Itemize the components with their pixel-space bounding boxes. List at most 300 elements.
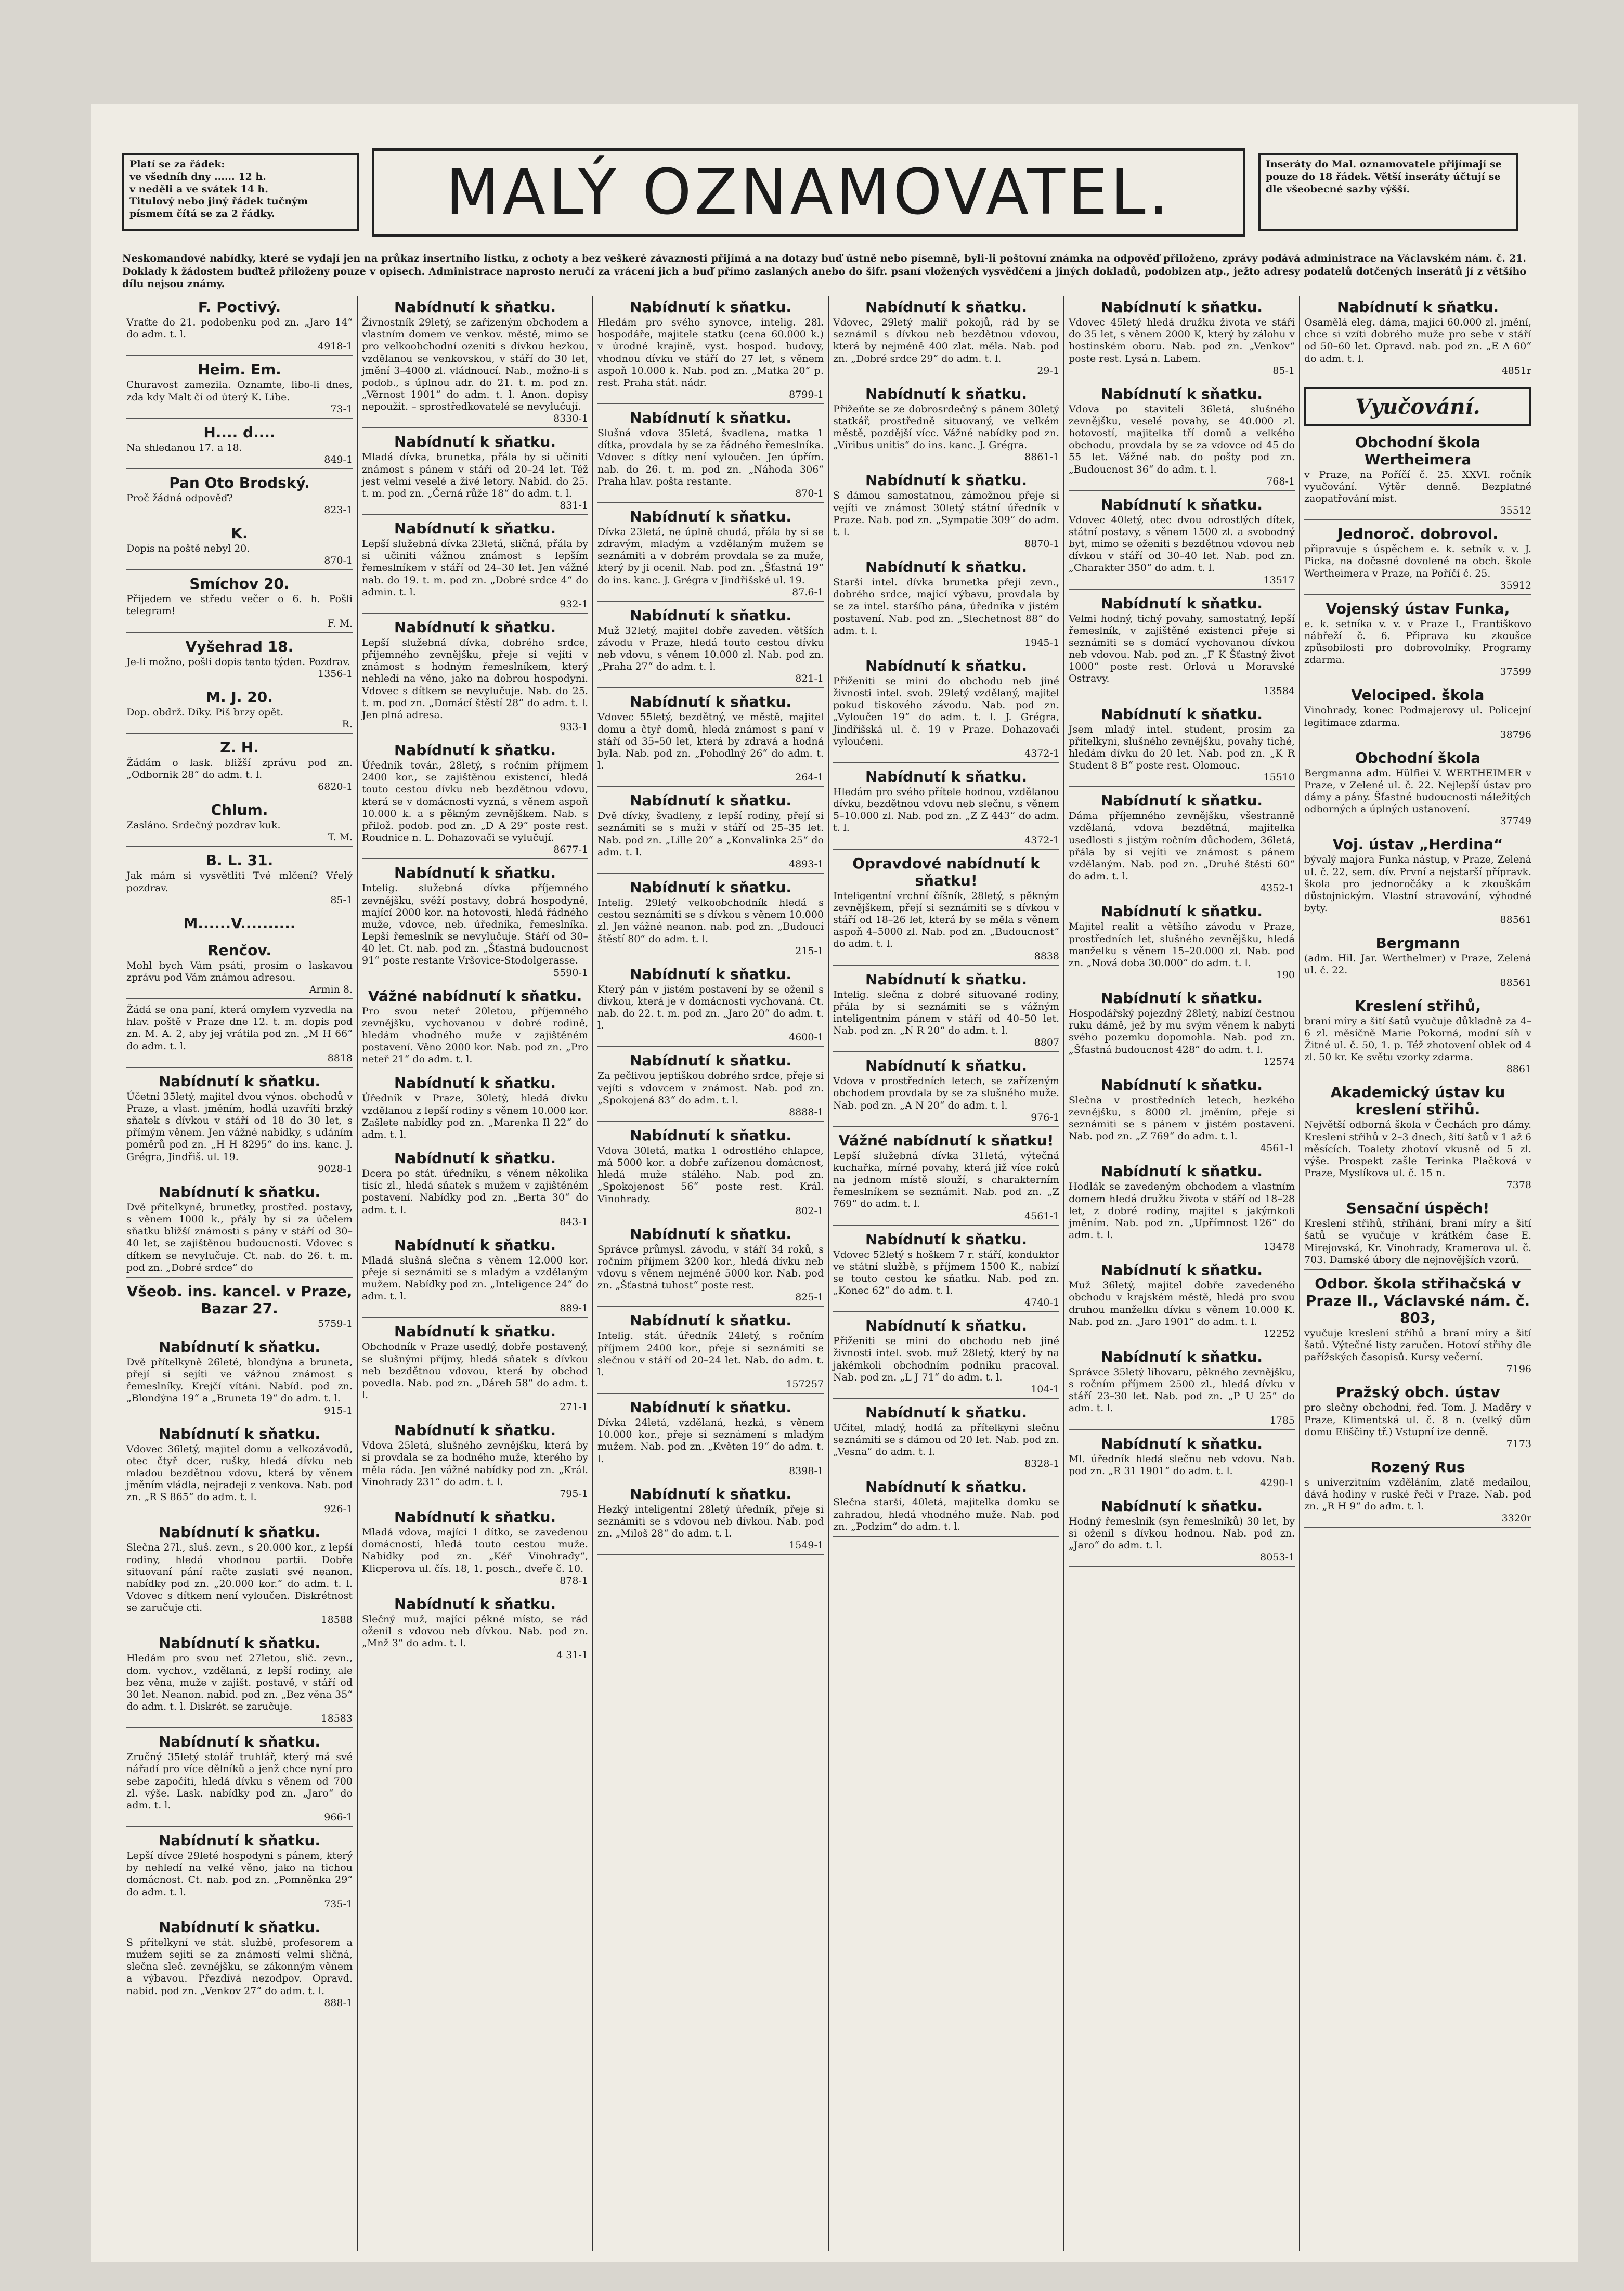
ad-heading: Nabídnutí k sňatku. xyxy=(629,606,792,624)
ad-heading: Opravdové nabídnutí k sňatku! xyxy=(852,854,1040,889)
ad-heading: Nabídnutí k sňatku. xyxy=(394,1595,556,1612)
classified-ad xyxy=(126,1338,353,1420)
classified-ad xyxy=(126,1733,353,1827)
ad-code: 190 xyxy=(1276,969,1295,981)
ad-heading: Nabídnutí k sňatku. xyxy=(394,1074,556,1092)
ad-column xyxy=(829,296,1064,2251)
ad-heading: Nabídnutí k sňatku. xyxy=(629,409,792,427)
ad-heading: Nabídnutí k sňatku. xyxy=(158,1918,321,1936)
ad-body: Lepší služebná dívka 23letá, sličná, přála by si učiniti vážnou známost s lepším řemeslníkem v stáří od 24–30 let. Jen vážné nab. do 19. t. m. pod zn. „Dobré srdce 4“ do admin. t. l. xyxy=(362,538,588,598)
ad-body: Přijedem ve středu večer o 6. h. Pošli telegram! xyxy=(126,593,353,617)
classified-ad xyxy=(362,433,588,515)
ad-code: 8861-1 xyxy=(1024,451,1059,463)
page-title: MALÝ OZNAMOVATEL. xyxy=(372,148,1245,237)
ad-body: bývalý majora Funka nástup, v Praze, Zelená ul. č. 22, sem. dív. První a nejstarší přípravk. škola pro jednoročáky a k zkouškám důstojnickým. Vlastní stravování, výhodné byty. xyxy=(1304,854,1531,914)
ad-code: 8838 xyxy=(1034,950,1059,962)
ad-body: Hodný řemeslník (syn řemeslníků) 30 let, by si oženil s dívkou hodnou. Nab. pod zn. „Jaro“ do adm. t. l. xyxy=(1069,1515,1295,1552)
ad-heading: Nabídnutí k sňatku. xyxy=(629,1399,792,1416)
classified-ad xyxy=(1304,1459,1531,1528)
price-line: v neděli a ve svátek 14 h. xyxy=(129,183,268,195)
classified-ad xyxy=(597,1312,824,1394)
classified-ad xyxy=(362,864,588,982)
ad-code: 13478 xyxy=(1263,1241,1295,1253)
ad-body: Dívka 23letá, ne úplně chudá, přála by si se zdravým, mladým a vzdělaným mužem se seznámiti a v dobrém provdala se za muže, který by ji ocenil. Nab. pod zn. „Šťastná 19“ do ins. kanc. J. Grégra v Jindřišské ul. 19. xyxy=(597,526,824,586)
ad-heading: Nabídnutí k sňatku. xyxy=(1100,990,1263,1007)
ad-heading: Nabídnutí k sňatku. xyxy=(629,965,792,983)
ad-body: Mladá slušná slečna s věnem 12.000 kor. přeje si seznámiti se s mladým a vzdělaným mužem. Nabídky pod zn. „Inteligence 24“ do adm. t. l. xyxy=(362,1254,588,1303)
ad-heading: Nabídnutí k sňatku. xyxy=(629,1052,792,1070)
ad-body: Ml. úředník hledá slečnu neb vdovu. Nab. pod zn. „R 31 1901“ do adm. t. l. xyxy=(1069,1453,1295,1477)
ad-body: Hospodářský pojezdný 28letý, nabízí čestnou ruku dámě, jež by mu svým věnem k nabytí svého pozemku dopomohla. Nab. pod zn. „Šťastná budoucnost 428“ do adm. t. l. xyxy=(1069,1008,1295,1056)
ad-heading: Nabídnutí k sňatku. xyxy=(1100,496,1263,513)
ad-heading: Nabídnutí k sňatku. xyxy=(865,1478,1028,1496)
classified-ad xyxy=(126,298,353,356)
classified-ad xyxy=(1069,1498,1295,1567)
classified-ad xyxy=(1304,1084,1531,1194)
ad-heading: Nabídnutí k sňatku. xyxy=(158,1072,321,1090)
ad-body: Jsem mladý intel. student, prosím za přítelkyni, slušného zevnějšku, povahy tiché, hledám dívku do 20 let. Nab. pod zn. „K R Student 8 B“ poste rest. Olomouc. xyxy=(1069,723,1295,772)
ad-body: Intelig. stát. úředník 24letý, s ročním příjmem 2400 kor., přeje si seznámiti se slečnou v stáří od 20–24 let. Nab. do adm. t. l. xyxy=(597,1330,824,1378)
classified-ad xyxy=(833,1404,1059,1474)
ad-body: Učitel, mladý, hodlá za přítelkyni slečnu seznámiti se s dámou od 20 let. Nab. pod zn. „Vesna“ do adm. t. l. xyxy=(833,1422,1059,1458)
ad-body: Hodlák se zavedeným obchodem a vlastním domem hledá družku života v stáří od 18–28 let, z dobré rodiny, majitel s jakýmkoli jměním. Nab. pod zn. „Upřímnost 126“ do adm. t. l. xyxy=(1069,1181,1295,1241)
price-box xyxy=(122,153,359,231)
ad-code: 1945-1 xyxy=(1024,636,1059,648)
ad-code: 6820-1 xyxy=(318,781,353,793)
ad-body: Obchodník v Praze usedlý, dobře postavený, se slušnými příjmy, hledá sňatek s dívkou neb bezdětnou vdovou, která by obchod povedla. Nab. pod zn. „Dáreh 58“ do adm. t. l. xyxy=(362,1341,588,1401)
ad-body: Správce 35letý lihovaru, pěkného zevnějšku, s ročním příjmem 2500 zl., hledá dívku v stáří 23–30 let. Nab. pod zn. „P U 25“ do adm. t. l. xyxy=(1069,1366,1295,1414)
classified-ad xyxy=(833,855,1059,966)
ad-code: 8330-1 xyxy=(553,413,588,425)
classified-ad xyxy=(833,472,1059,553)
ad-heading: Nabídnutí k sňatku. xyxy=(865,298,1028,316)
ad-code: 926-1 xyxy=(324,1503,353,1515)
classified-ad xyxy=(126,915,353,936)
ad-body: Jak mám si vysvětliti Tvé mlčení? Vřelý pozdrav. xyxy=(126,870,353,894)
ad-code: 5759-1 xyxy=(318,1318,353,1330)
classified-ad xyxy=(597,1052,824,1122)
ad-body: Hezký inteligentní 28letý úředník, přeje si seznámiti se s vdovou neb dívkou. Nab. pod zn. „Miloš 28“ do adm. t. l. xyxy=(597,1503,824,1540)
classified-ad xyxy=(597,607,824,688)
ad-heading: Z. H. xyxy=(220,738,259,756)
ad-heading: Nabídnutí k sňatku. xyxy=(158,1733,321,1751)
ad-body: Dívka 24letá, vzdělaná, hezká, s věnem 10.000 kor., přeje si seznámení s mladým mužem. Nab. pod zn. „Květen 19“ do adm. t. l. xyxy=(597,1417,824,1465)
ad-body: Úředník v Praze, 30letý, hledá dívku vzdělanou z lepší rodiny s věnem 10.000 kor. Zašlete nabídky pod zn. „Marenka Il 22“ do adm. t. l. xyxy=(362,1092,588,1140)
ad-code: 4372-1 xyxy=(1024,834,1059,846)
ad-code: 13584 xyxy=(1263,685,1295,697)
ad-body: Slečna starší, 40letá, majitelka domku se zahradou, hledá vhodného muže. Nab. pod zn. „Podzim“ do adm. t. l. xyxy=(833,1496,1059,1532)
classified-ad xyxy=(1304,298,1531,380)
classified-ad xyxy=(597,508,824,602)
ad-heading: Nabídnutí k sňatku. xyxy=(1100,298,1263,316)
ad-body: Vdovec, 29letý malíř pokojů, rád by se seznámil s dívkou neb bezdětnou vdovou, která by nejméně 400 zlat. měla. Nab. pod zn. „Dobré srdce 29“ do adm. t. l. xyxy=(833,317,1059,365)
classified-ad xyxy=(1069,595,1295,700)
ad-heading: Nabídnutí k sňatku. xyxy=(158,1524,321,1541)
ad-code: 966-1 xyxy=(324,1812,353,1824)
classified-ad xyxy=(1304,525,1531,595)
ad-body: Dop. obdrž. Díky. Piš brzy opět. xyxy=(126,706,284,718)
ad-heading: Vyšehrad 18. xyxy=(185,637,294,655)
ad-heading: B. L. 31. xyxy=(205,852,274,869)
ad-body: Za pečlivou jeptiškou dobrého srdce, přeje si vejíti s vdovcem v známost. Nab. pod zn. „Spokojená 83“ do adm. t. l. xyxy=(597,1070,824,1106)
ad-body: vyučuje kreslení střihů a braní míry a šití šatů. Výtečné listy zaručen. Hotoví střihy dle pařížských časopisů. Kursy večerní. xyxy=(1304,1327,1531,1363)
ad-heading: Nabídnutí k sňatku. xyxy=(865,472,1028,489)
classified-ad xyxy=(126,942,353,999)
newspaper-page xyxy=(91,104,1578,2262)
ad-body: v Praze, na Poříčí č. 25. XXVI. ročník vyučování. Výtěr denně. Bezplatné zaopatřování míst. xyxy=(1304,468,1531,505)
ad-code: 802-1 xyxy=(795,1205,824,1217)
classified-ad xyxy=(1069,298,1295,380)
ad-code: 8818 xyxy=(327,1052,353,1064)
ad-body: Mladá dívka, brunetka, přála by si učiniti známost s pánem v stáří od 20–24 let. Též jest velmi veselé a živé letory. Nabíd. do 25. t. m. pod zn. „Černá růže 18“ do adm. t. l. xyxy=(362,451,588,499)
ad-code: 104-1 xyxy=(1031,1383,1059,1395)
ad-code: 7378 xyxy=(1506,1179,1531,1191)
ad-heading: Akademický ústav ku kreslení střihů. xyxy=(1330,1084,1505,1118)
ad-code: 88561 xyxy=(1500,977,1531,988)
classified-ad xyxy=(362,741,588,859)
classified-ad xyxy=(833,1132,1059,1226)
ad-code: 73-1 xyxy=(330,403,353,415)
ad-body: Živnostník 29letý, se zařízeným obchodem a vlastním domem ve venkov. městě, mimo se pro velkoobchodní ozeniti s dívkou hezkou, vzdělanou se venkovskou, v stáří do 30 let, jmění 3–4000 zl. vládnoucí. Nab., možno-li s podob., s úplnou adr. do 21. t. m. pod zn. „Věrnost 1901“ do adm. t. l. Anon. dopisy nepoužit. – sprostředkovatelé se nevylučují. xyxy=(362,317,588,413)
ad-body: připravuje s úspěchem e. k. setník v. v. J. Picka, na dočasné dovolené na obch. škole Wertheimera v Praze, na Poříčí č. 25. xyxy=(1304,543,1531,579)
ad-code: 7173 xyxy=(1506,1438,1531,1450)
notice-text: Neskomandové nabídky, které se vydají jen na průkaz insertního lístku, z ochoty a bez veškeré závaznosti přijímá a na dotazy buď ústně nebo písemně, byli-li poštovní známka na odpověď přiloženo, zprávy podává administrace na Václavském nám. č. 21. Doklady k žádostem buďtež přiloženy pouze v opisech. Administrace naprosto neručí za vrácení jich a buď přímo zaslaných anebo do šifr. psaní vložených vysvědčení a jiných dokladů, podobizen atp., ježto adresy podatelů dotčených inserátů jí z většího dílu nejsou známy. xyxy=(122,253,1526,290)
ad-code: 843-1 xyxy=(560,1216,588,1228)
ad-heading: Rozený Rus xyxy=(1370,1458,1465,1476)
ad-heading: Všeob. ins. kancel. v Praze, Bazar 27. xyxy=(126,1282,353,1317)
ad-code: 12574 xyxy=(1263,1056,1295,1068)
ad-heading: Nabídnutí k sňatku. xyxy=(865,1317,1028,1335)
classified-ad xyxy=(833,657,1059,763)
classified-ad xyxy=(1069,706,1295,787)
ad-heading: M......V.......... xyxy=(183,914,296,932)
classified-ad xyxy=(126,474,353,519)
ad-body: Vinohrady, konec Podmajerovy ul. Policejní legitimace zdarma. xyxy=(1304,705,1531,728)
classified-ad xyxy=(1069,990,1295,1071)
ad-heading: Vážné nabídnutí k sňatku. xyxy=(368,987,582,1005)
classified-ad xyxy=(1304,1275,1531,1379)
ad-body: Úředník továr., 28letý, s ročním příjmem 2400 kor., se zajištěnou existencí, hledá touto cestou dívku neb bezdětnou vdovu, která se v domácnosti vyzná, s věnem aspoň 10.000 k. a s pěkným zevnějškem. Nab. s přilož. podob. pod zn. „D A 29“ poste rest. Roudnice n. L. Dohazovači se vylučují. xyxy=(362,760,588,844)
ad-heading: Nabídnutí k sňatku. xyxy=(1100,1163,1263,1180)
ad-body: pro slečny obchodní, řed. Tom. J. Maděry v Praze, Klimentská ul. č. 8 n. (velký dům domu Eliščiny tř.) Vstupní ize denně. xyxy=(1304,1402,1531,1438)
ad-heading: Nabídnutí k sňatku. xyxy=(158,1183,321,1201)
ad-code: 35912 xyxy=(1500,579,1531,591)
ad-heading: Nabídnutí k sňatku. xyxy=(1100,594,1263,612)
classified-ad xyxy=(833,1231,1059,1312)
ad-heading: Nabídnutí k sňatku. xyxy=(629,878,792,896)
ad-code: Armin 8. xyxy=(309,984,353,996)
classified-ad xyxy=(597,693,824,787)
classified-ad xyxy=(1069,496,1295,590)
ad-code: 4851r xyxy=(1501,365,1531,376)
ad-heading: Smíchov 20. xyxy=(189,575,290,593)
ad-body: Hledám pro svou neť 27letou, slič. zevn., dom. vychov., vzdělaná, z lepší rodiny, ale bez věna, muže v zajišt. postavě, v stáří od 30 let. Neanon. nabíd. pod zn. „Bez věna 35“ do adm. t. l. Diskrét. se zaručuje. xyxy=(126,1652,353,1713)
ad-heading: H.... d.... xyxy=(203,423,276,441)
classified-ad xyxy=(126,638,353,683)
classified-ad xyxy=(833,1057,1059,1127)
ad-heading: Nabídnutí k sňatku. xyxy=(629,693,792,711)
ad-heading: Nabídnutí k sňatku. xyxy=(394,1422,556,1439)
classified-ad xyxy=(126,1919,353,2012)
ad-body: Na shledanou 17. a 18. xyxy=(126,441,242,453)
ad-body: Mladá vdova, mající 1 dítko, se zavedenou domácností, hledá touto cestou muže. Nabídky pod zn. „Kéř Vinohrady“, Klicperova ul. čís. 18, 1. posch., dveře č. 10. xyxy=(362,1527,588,1574)
ad-heading: Nabídnutí k sňatku. xyxy=(629,1225,792,1243)
ad-heading: Nabídnutí k sňatku. xyxy=(1336,298,1499,316)
ad-body: Zasláno. Srdečný pozdrav kuk. xyxy=(126,819,281,831)
ad-body: Vdova 30letá, matka 1 odrostlého chlapce, má 5000 kor. a dobře zařízenou domácnost, hledá muže stálého. Nab. pod zn. „Spokojenost 56“ poste rest. Král. Vinohrady. xyxy=(597,1144,824,1205)
classified-ad xyxy=(126,424,353,469)
ad-code: 976-1 xyxy=(1031,1111,1059,1123)
ad-code: 271-1 xyxy=(560,1401,588,1413)
classified-ad xyxy=(833,558,1059,652)
classified-ad xyxy=(126,1183,353,1278)
ad-code: 870-1 xyxy=(324,555,353,567)
ad-body: Dvě přítelkyně 26leté, blondýna a bruneta, přejí si sejíti ve vážnou známost s řemeslníky. Krejčí vítáni. Nabíd. pod zn. „Blondýna 19“ a „Bruneta 19“ do adm. t. l. xyxy=(126,1356,353,1404)
classified-ad xyxy=(1069,903,1295,984)
ad-body: Žádá se ona paní, která omylem vyzvedla na hlav. poště v Praze dne 12. t. m. dopis pod zn. M. A. 2, aby jej vrátila pod zn. „M H 66“ do adm. t. l. xyxy=(126,1004,353,1052)
ad-body: Churavost zamezila. Oznamte, libo-li dnes, zda kdy Malt čí od úterý K. Libe. xyxy=(126,379,353,403)
classified-ad xyxy=(597,966,824,1047)
ad-heading: Nabídnutí k sňatku. xyxy=(865,1230,1028,1248)
ad-code: 87.6-1 xyxy=(792,586,824,598)
ad-body: Vdovec 52letý s hoškem 7 r. stáří, konduktor ve státní službě, s příjmem 1500 K., nabízí se touto cestou ke sňatku. Nab. pod zn. „Konec 62“ do adm. t. l. xyxy=(833,1248,1059,1297)
ad-code: 4893-1 xyxy=(789,858,824,870)
ad-body: Velmi hodný, tichý povahy, samostatný, lepší řemeslník, v zajištěné existenci přeje si seznámiti se s domácí vychovanou dívkou neb vdovou. Nab. pod zn. „F K Šťastný život 1000“ poste rest. Orlová u Moravské Ostravy. xyxy=(1069,613,1295,685)
ad-code: 768-1 xyxy=(1266,475,1295,487)
classified-ad xyxy=(833,298,1059,380)
classified-ad xyxy=(362,1422,588,1503)
ad-heading: Nabídnutí k sňatku. xyxy=(394,1508,556,1526)
classified-ad xyxy=(1304,600,1531,682)
ad-body: S přítelkyní ve stát. službě, profesorem a mužem sejiti se za známostí velmi sličná, slečna sleč. zevnějšku, se zákonným věnem a výbavou. Přezdívá nezodpov. Opravd. nabid. pod zn. „Venkov 27“ do adm. t. l. xyxy=(126,1936,353,1997)
ad-body: Dvě dívky, švadleny, z lepší rodiny, přejí si seznámiti se s muži v stáří od 25–35 let. Nab. pod zn. „Lille 20“ a „Konvalinka 25“ do adm. t. l. xyxy=(597,810,824,858)
ad-code: 831-1 xyxy=(560,500,588,512)
ad-code: 870-1 xyxy=(795,487,824,499)
ad-heading: Nabídnutí k sňatku. xyxy=(1100,903,1263,920)
ad-code: 18583 xyxy=(321,1713,353,1725)
ad-body: S dámou samostatnou, zámožnou přeje si vejíti ve známost 30letý státní úředník v Praze. Nab. pod zn. „Sympatie 309“ do adm. t. l. xyxy=(833,490,1059,538)
ad-code: 4352-1 xyxy=(1260,882,1295,894)
ad-body: Muž 32letý, majitel dobře zaveden. větších závodu v Praze, hledá touto cestou dívku neb vdovu, s věnem 10.000 zl. Nab. pod zn. „Praha 27“ do adm. t. l. xyxy=(597,624,824,673)
ad-heading: Nabídnutí k sňatku. xyxy=(629,792,792,810)
classified-ad xyxy=(1304,1200,1531,1270)
ad-code: 823-1 xyxy=(324,504,353,516)
ad-code: 4561-1 xyxy=(1024,1210,1059,1222)
ad-body: Vraťte do 21. podobenku pod zn. „Jaro 14“ do adm. t. l. xyxy=(126,317,353,341)
ad-heading: Nabídnutí k sňatku. xyxy=(629,1312,792,1330)
ad-code: 8053-1 xyxy=(1260,1552,1295,1564)
header xyxy=(122,148,1526,247)
ad-body: Přiženiti se mini do obchodu neb jiné živnosti intel. svob. muž 28letý, který by na jakémkoli obchodním podniku pracoval. Nab. pod zn. „L J 71“ do adm. t. l. xyxy=(833,1335,1059,1383)
ad-heading: Voj. ústav „Herdina“ xyxy=(1332,836,1503,853)
ad-code: 9028-1 xyxy=(318,1163,353,1175)
ad-code: 4561-1 xyxy=(1260,1142,1295,1154)
ad-code: T. M. xyxy=(328,831,353,843)
ad-heading: Nabídnutí k sňatku. xyxy=(629,298,792,316)
ad-heading: Nabídnutí k sňatku. xyxy=(394,520,556,538)
ad-heading: Nabídnutí k sňatku. xyxy=(1100,1497,1263,1515)
ad-heading: Nabídnutí k sňatku. xyxy=(629,1126,792,1144)
section-title: Vyučování. xyxy=(1304,387,1531,426)
ad-code: 8677-1 xyxy=(553,844,588,856)
ad-body: Proč žádná odpověď? xyxy=(126,492,233,504)
classified-ad xyxy=(833,1317,1059,1399)
ad-code: 4372-1 xyxy=(1024,747,1059,759)
ad-code: 4740-1 xyxy=(1024,1297,1059,1309)
ad-code: 37749 xyxy=(1500,815,1531,827)
ad-code: 37599 xyxy=(1500,666,1531,678)
ad-heading: Nabídnutí k sňatku. xyxy=(629,1485,792,1503)
ad-heading: Odbor. škola střihačská v Praze II., Václavské nám. č. 803, xyxy=(1305,1274,1530,1326)
classified-ad xyxy=(1304,686,1531,744)
ad-heading: Nabídnutí k sňatku. xyxy=(394,433,556,451)
ad-heading: Nabídnutí k sňatku. xyxy=(1100,1435,1263,1452)
ad-code: 7196 xyxy=(1506,1363,1531,1375)
classified-ad xyxy=(126,739,353,796)
ad-heading: K. xyxy=(231,525,248,542)
ad-heading: Nabídnutí k sňatku. xyxy=(394,1236,556,1254)
ad-code: 18588 xyxy=(321,1614,353,1626)
ad-heading: Velociped. škola xyxy=(1351,686,1485,704)
ad-heading: Nabídnutí k sňatku. xyxy=(865,970,1028,988)
ad-heading: Nabídnutí k sňatku. xyxy=(158,1338,321,1356)
ad-heading: Nabídnutí k sňatku. xyxy=(394,1150,556,1167)
classified-ad xyxy=(1304,434,1531,520)
ad-code: 8870-1 xyxy=(1024,538,1059,550)
classified-ad xyxy=(1069,1261,1295,1343)
ad-heading: Obchodní škola Wertheimera xyxy=(1355,433,1481,468)
ad-code: 8398-1 xyxy=(789,1465,824,1477)
classified-ad xyxy=(362,619,588,736)
ad-code: 3320r xyxy=(1501,1513,1531,1525)
inserat-line: Inseráty do Mal. oznamovatele přijímají se pouze do 18 řádek. Větší inseráty účtují se dle všeobecné sazby výšší. xyxy=(1266,159,1502,195)
ad-body: Přiženiti se mini do obchodu neb jiné živnosti intel. svob. 29letý vzdělaný, majitel pokud tiskového závodu. Nab. pod zn. „Vyloučen 19“ do adm. t. l. J. Grégra, Jindřišská ul. č. 19 v Praze. Dohazovači vyloučeni. xyxy=(833,675,1059,747)
ad-heading: Vážné nabídnutí k sňatku! xyxy=(838,1131,1054,1149)
ad-code: 38796 xyxy=(1500,728,1531,740)
classified-ad xyxy=(126,525,353,570)
ad-code: 878-1 xyxy=(560,1574,588,1586)
ad-code: 85-1 xyxy=(1272,365,1295,376)
classified-ad xyxy=(362,987,588,1070)
price-line: Titulový nebo jiný řádek tučným písmem čítá se za 2 řádky. xyxy=(129,196,308,219)
ad-body: Vdovec 36letý, majitel domu a velkozávodů, otec čtyř dcer, rušky, hledá dívku neb mladou bezdětnou vdovu, která by věnem jměním vládla, nejradeji z venkova. Nab. pod zn. „R S 865“ do adm. t. l. xyxy=(126,1443,353,1503)
ad-heading: Nabídnutí k sňatku. xyxy=(1100,705,1263,723)
ad-code: 15510 xyxy=(1263,772,1295,784)
ad-heading: Chlum. xyxy=(211,801,268,819)
ad-heading: Nabídnutí k sňatku. xyxy=(394,741,556,759)
ad-heading: Nabídnutí k sňatku. xyxy=(865,657,1028,674)
ad-heading: Nabídnutí k sňatku. xyxy=(1100,792,1263,810)
ad-heading: Nabídnutí k sňatku. xyxy=(1100,1348,1263,1365)
classified-ad xyxy=(833,385,1059,467)
ad-body: Dáma příjemného zevnějšku, všestranně vzdělaná, vdova bezdětná, majitelka usedlosti s jistým ročním důchodem, 36letá, přála by si vejíti ve známost s pánem vzdělaným. Nab. pod zn. „Druhé štěstí 60“ do adm. t. l. xyxy=(1069,810,1295,882)
classified-ad xyxy=(1304,934,1531,992)
ad-heading: Nabídnutí k sňatku. xyxy=(394,298,556,316)
ad-code: 13517 xyxy=(1263,574,1295,586)
ad-body: Bergmanna adm. Hülfiei V. WERTHEIMER v Praze, v Zelené ul. č. 22. Nejlepší ústav pro dámy a pány. Šťastné budoucnosti náležitých odborných a úplných ustanovení. xyxy=(1304,767,1531,815)
classified-ad xyxy=(597,409,824,503)
ad-heading: Bergmann xyxy=(1375,934,1460,952)
ad-body: Lepší služebná dívka, dobrého srdce, příjemného zevnějšku, přeje si vejíti v známost s hodným řemeslníkem, který nehledí na věno, jako na dobrou hospodyni. Vdovec s dítkem se nevylučuje. Nab. do 25. t. m. pod zn. „Domácí štěstí 28“ do adm. t. l. Jen plná adresa. xyxy=(362,636,588,721)
classified-ad xyxy=(126,1283,353,1333)
ad-column xyxy=(593,296,829,2251)
ad-body: Lepší služebná dívka 31letá, výtečná kuchařka, mírné povahy, která již více roků na jednom místě slouží, s charakterním řemeslníkem se seznámit. Nab. pod zn. „Z 769“ do adm. t. l. xyxy=(833,1150,1059,1210)
ad-heading: Nabídnutí k sňatku. xyxy=(158,1634,321,1652)
classified-ad xyxy=(1069,1435,1295,1492)
ad-body: Intelig. služebná dívka příjemného zevnějšku, svěží postavy, dobrá hospodyně, mající 2000 kor. na hotovosti, hledá řádného muže, vdovce, neb. úředníka, řemeslníka. Lepší řemeslník se nevylučuje. Stáří od 30–40 let. Ct. nab. pod zn. „Šťastná budoucnost 91“ poste restante Vršovice-Stodolgerasse. xyxy=(362,882,588,967)
inserat-box xyxy=(1258,153,1518,231)
classified-ad xyxy=(126,688,353,734)
ad-code: 4290-1 xyxy=(1260,1477,1295,1489)
ad-body: Který pán v jistém postavení by se oženil s dívkou, která je v domácnosti vychovaná. Ct. nab. do 22. t. m. pod zn. „Jaro 20“ do adm. t. l. xyxy=(597,983,824,1032)
classified-ad xyxy=(597,1127,824,1220)
ad-heading: Pražský obch. ústav xyxy=(1335,1384,1500,1401)
ad-body: Je-li možno, pošli dopis tento týden. Pozdrav. xyxy=(126,656,350,668)
ad-body: Účetní 35letý, majitel dvou výnos. obchodů v Praze, a vlast. jměním, hodlá uzavříti brzký sňatek s dívkou v stáří od 18 do 30 let, s přímým věnem. Jen vážné nabídky, s udáním poměrů pod zn. „H H 8295“ do ins. kanc. J. Grégra, Jindřiš. ul. 19. xyxy=(126,1090,353,1163)
ad-code: F. M. xyxy=(328,617,353,629)
ad-body: Dcera po stát. úředníku, s věnem několika tisíc zl., hledá sňatek s mužem v zajištěném postavení. Nabídky pod zn. „Berta 30“ do adm. t. l. xyxy=(362,1168,588,1216)
ad-code: 88561 xyxy=(1500,914,1531,926)
ad-heading: Nabídnutí k sňatku. xyxy=(1100,385,1263,402)
ad-column xyxy=(122,296,358,2251)
ad-heading: Pan Oto Brodský. xyxy=(169,474,310,491)
ad-code: 215-1 xyxy=(795,945,824,957)
ad-heading: F. Poctivý. xyxy=(198,298,281,316)
classified-ad xyxy=(1069,1163,1295,1256)
classified-ad xyxy=(362,520,588,614)
ad-code: 8328-1 xyxy=(1024,1458,1059,1470)
classified-ad xyxy=(833,1478,1059,1537)
ad-body: Dvě přítelkyně, brunetky, prostřed. postavy, s věnem 1000 k., přály by si za účelem sňatku bližší známosti s pány v stáří od 30–40 let, se zajištěnou budoucností. Vdovec s dítkem se nevylučuje. Ct. nab. do 26. t. m. pod zn. „Dobré srdce“ do xyxy=(126,1201,353,1273)
ad-body: braní míry a šití šatů vyučuje důkladně za 4–6 zl. měsíčně Marie Pokorná, modní síň v Žitné ul. č. 50, 1. p. Též zhotovení oblek od 4 zl. 50 kr. Ke světu vzorky zdarma. xyxy=(1304,1015,1531,1063)
ad-body: Přižeňte se ze dobrosrdečný s pánem 30letý statkář, prostředně situovaný, ve velkém městě, pozdější vícc. Vážné nabídky pod zn. „Viribus unitis“ do ins. kanc. J. Grégra. xyxy=(833,403,1059,451)
ad-code: 821-1 xyxy=(795,673,824,685)
ad-body: Největší odborná škola v Čechách pro dámy. Kreslení střihů v 2–3 dnech, šití šatů v 1 až 6 měsících. Toalety zhotoví vkusně od 5 zl. výše. Prospekt zašle Terinka Plačková v Praze, Myslíkova ul. č. 15 n. xyxy=(1304,1119,1531,1179)
ad-body: Vdovec 55letý, bezdětný, ve městě, majitel domu a čtyř domů, hledá známost s paní v stáří od 35–50 let, která by zdravá a hodná byla. Nab. pod zn. „Pohodlný 26“ do adm. t. l. xyxy=(597,711,824,772)
ad-body: Intelig. 29letý velkoobchodník hledá s cestou seznámiti se s dívkou s věnem 10.000 zl. Jen vážné neanon. nab. pod zn. „Budoucí štěstí 80“ do adm. t. l. xyxy=(597,896,824,945)
classified-ad xyxy=(126,1524,353,1629)
classified-ad xyxy=(1069,1348,1295,1430)
ad-body: s univerzitním vzděláním, zlatě medailou, dává hodiny v ruské řeči v Praze. Nab. pod zn. „R H 9“ do adm. t. l. xyxy=(1304,1476,1531,1513)
classified-ad xyxy=(1304,1384,1531,1453)
ad-body: Lepší dívce 29leté hospodyni s pánem, který by nehledí na velké věno, jako na tichou domácnost. Ct. nab. pod zn. „Pomněnka 29“ do adm. t. l. xyxy=(126,1850,353,1898)
classified-ad xyxy=(126,852,353,909)
ad-body: Slečna v prostředních letech, hezkého zevnějšku, s 8000 zl. jměním, přeje si seznámiti se s pánem v jistém postavení. Nab. pod zn. „Z 769“ do adm. t. l. xyxy=(1069,1094,1295,1142)
ad-code: 5590-1 xyxy=(553,967,588,979)
classified-ad xyxy=(126,1073,353,1178)
ad-heading: Nabídnutí k sňatku. xyxy=(1100,1261,1263,1279)
classified-ad xyxy=(126,1004,353,1068)
classified-ad xyxy=(126,1425,353,1519)
ad-code: 849-1 xyxy=(324,453,353,465)
classified-ad xyxy=(362,1150,588,1231)
ad-body: Mohl bych Vám psáti, prosím o laskavou zprávu pod Vám známou adresou. xyxy=(126,959,353,983)
ad-body: e. k. setníka v. v. v Praze I., Františkovo nábřeží č. 6. Připrava ku zkoušce způsobilosti pro dobrovolníky. Programy zdarma. xyxy=(1304,618,1531,666)
ad-heading: Nabídnutí k sňatku. xyxy=(629,507,792,525)
ad-heading: Nabídnutí k sňatku. xyxy=(394,618,556,636)
classified-ad xyxy=(126,1832,353,1913)
classified-ad xyxy=(597,1399,824,1480)
ad-code: 932-1 xyxy=(560,598,588,610)
ad-code: 795-1 xyxy=(560,1488,588,1500)
ad-body: Dopis na poště nebyl 20. xyxy=(126,543,250,555)
classified-ad xyxy=(597,298,824,404)
ad-heading: Jednoroč. dobrovol. xyxy=(1337,525,1498,543)
ad-body: Pro svou neteř 20letou, příjemného zevnějšku, vychovanou v dobré rodině, hledám vhodného muže v zajištěném postavení. Věno 2000 kor. Nab. pod zn. „Pro neteř 21“ do adm. t. l. xyxy=(362,1005,588,1065)
ad-code: R. xyxy=(342,718,353,730)
ad-heading: Nabídnutí k sňatku. xyxy=(865,1057,1028,1075)
classified-ad xyxy=(126,801,353,847)
